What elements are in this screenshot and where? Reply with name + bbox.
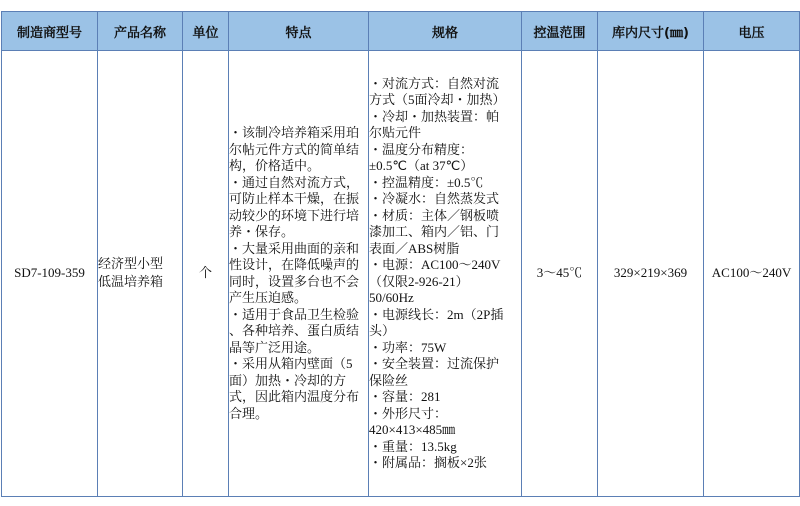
header-unit: 单位 (183, 12, 229, 51)
spec-line: ・容量：281 (369, 389, 441, 404)
cell-specs (369, 51, 522, 497)
spec-line: ・电源线长：2m（2P插 (369, 306, 504, 322)
spec-line: ・安全装置：过流保护 (369, 356, 500, 371)
spec-line: ・冷凝水：自然蒸发式 (369, 191, 500, 206)
feature-line: ・采用从箱内壁面（5 (229, 356, 353, 371)
header-product-name: 产品名称 (98, 12, 183, 51)
spec-line: ・重量：13.5kg (369, 438, 457, 454)
feature-line: 式，因此箱内温度分布 (229, 389, 360, 404)
spec-line: ・外形尺寸： (369, 405, 448, 421)
spec-line: 保险丝 (369, 372, 409, 388)
cell-model: SD7-109-359 (2, 51, 98, 497)
feature-line: 性设计，在降低噪声的 (229, 257, 360, 272)
spec-line: ・功率：75W (369, 339, 447, 355)
spec-line: 表面／ABS树脂 (369, 240, 460, 256)
feature-line: 尔帖元件方式的简单结 (229, 141, 360, 157)
feature-line: 合理。 (229, 405, 269, 421)
feature-line: 产生压迫感。 (229, 290, 308, 305)
product-name-line: 低温培养箱 (98, 273, 164, 289)
header-model: 制造商型号 (2, 12, 98, 51)
feature-line: ・通过自然对流方式， (229, 174, 360, 190)
spec-line: ±0.5℃（at 37℃） (369, 158, 474, 173)
header-temp-range: 控温范围 (522, 12, 598, 51)
spec-line: ・控温精度：±0.5℃ (369, 174, 484, 190)
spec-line: 漆加工、箱内／铝、门 (369, 224, 500, 239)
spec-line: ・材质：主体／钢板喷 (369, 207, 500, 223)
feature-line: ・适用于食品卫生检验 (229, 306, 360, 322)
feature-line: 可防止样本干燥，在振 (229, 191, 360, 206)
cell-temp-range: 3～45℃ (522, 51, 598, 497)
spec-line: 头） (369, 323, 396, 338)
cell-features (229, 51, 369, 497)
spec-line: 420×413×485㎜ (369, 422, 456, 437)
cell-voltage: AC100～240V (704, 51, 800, 497)
header-features: 特点 (229, 12, 369, 51)
spec-line: 50/60Hz (369, 290, 414, 305)
spec-line: ・电源：AC100～240V (369, 257, 501, 272)
spec-line: 尔贴元件 (369, 125, 422, 140)
feature-line: 动较少的环境下进行培 (229, 207, 360, 223)
header-specs: 规格 (369, 12, 522, 51)
feature-line: 养・保存。 (229, 224, 295, 239)
feature-line: 同时，设置多台也不会 (229, 273, 360, 289)
cell-unit: 个 (183, 51, 229, 497)
product-spec-table (1, 11, 800, 497)
product-name-line: 经济型小型 (98, 255, 164, 271)
cell-inner-size: 329×219×369 (598, 51, 704, 497)
feature-line: 晶等广泛用途。 (229, 339, 321, 355)
spec-line: ・温度分布精度： (369, 141, 474, 157)
spec-line: 方式（5面冷却・加热） (369, 92, 506, 107)
feature-line: 、各种培养、蛋白质结 (229, 323, 360, 338)
spec-line: ・对流方式：自然对流 (369, 75, 500, 91)
feature-line: ・大量采用曲面的亲和 (229, 240, 360, 256)
spec-line: （仅限2-926-21） (369, 273, 469, 289)
header-row (2, 12, 800, 51)
cell-product-name (98, 51, 183, 497)
header-inner-size: 库内尺寸(㎜) (598, 12, 704, 51)
table-row (2, 51, 800, 497)
feature-line: 构，价格适中。 (229, 158, 321, 173)
spec-line: ・附属品：搁板×2张 (369, 455, 487, 470)
feature-line: 面）加热・冷却的方 (229, 372, 347, 388)
feature-line: ・该制冷培养箱采用珀 (229, 125, 360, 140)
header-voltage: 电压 (704, 12, 800, 51)
spec-line: ・冷却・加热装置：帕 (369, 108, 500, 124)
